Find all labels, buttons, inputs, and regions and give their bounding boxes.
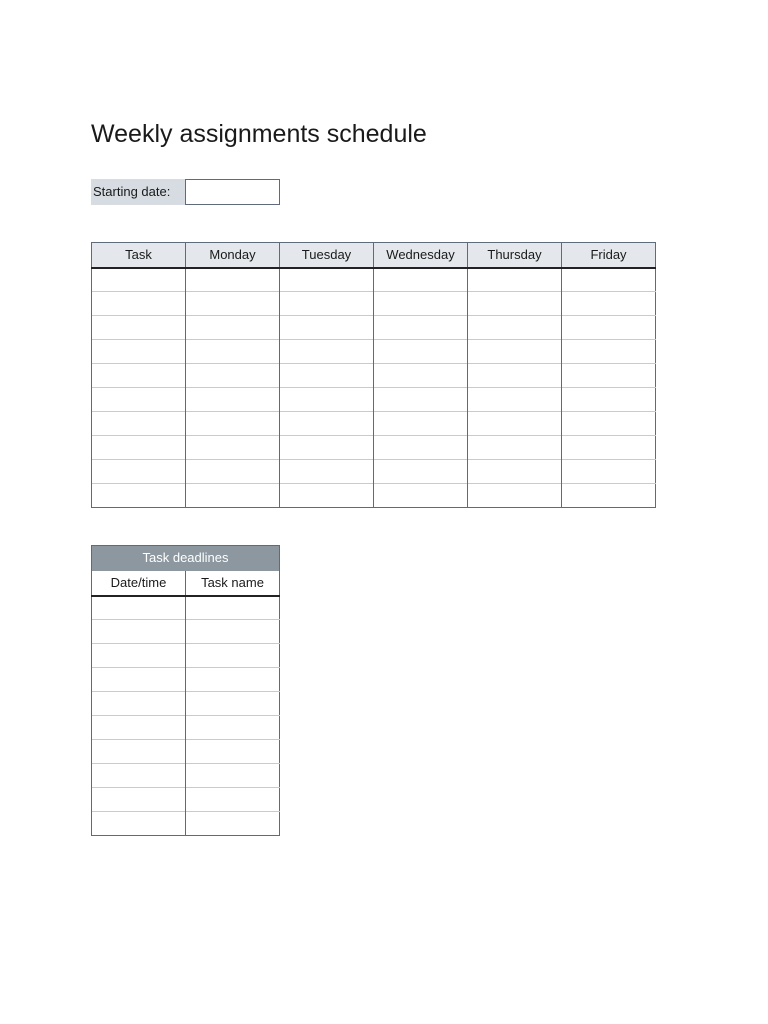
table-cell[interactable] <box>468 436 562 460</box>
table-cell[interactable] <box>186 692 280 716</box>
deadlines-table-body <box>92 596 280 836</box>
table-cell[interactable] <box>280 436 374 460</box>
table-cell[interactable] <box>374 388 468 412</box>
table-cell[interactable] <box>186 484 280 508</box>
table-cell[interactable] <box>92 292 186 316</box>
column-header-thursday: Thursday <box>468 243 562 268</box>
table-cell[interactable] <box>92 740 186 764</box>
table-cell[interactable] <box>186 716 280 740</box>
column-header-task: Task <box>92 243 186 268</box>
column-header-friday: Friday <box>562 243 656 268</box>
table-cell[interactable] <box>562 364 656 388</box>
column-header-date-time: Date/time <box>92 571 186 596</box>
table-cell[interactable] <box>186 460 280 484</box>
table-cell[interactable] <box>374 316 468 340</box>
table-cell[interactable] <box>280 412 374 436</box>
deadlines-title: Task deadlines <box>92 546 280 571</box>
table-cell[interactable] <box>374 340 468 364</box>
table-cell[interactable] <box>92 412 186 436</box>
table-cell[interactable] <box>562 484 656 508</box>
table-cell[interactable] <box>92 460 186 484</box>
table-cell[interactable] <box>468 388 562 412</box>
table-row <box>92 764 280 788</box>
table-cell[interactable] <box>92 812 186 836</box>
table-row <box>92 412 656 436</box>
table-cell[interactable] <box>280 340 374 364</box>
table-cell[interactable] <box>186 268 280 292</box>
table-row <box>92 740 280 764</box>
table-cell[interactable] <box>186 292 280 316</box>
table-cell[interactable] <box>92 716 186 740</box>
table-cell[interactable] <box>562 388 656 412</box>
table-cell[interactable] <box>92 668 186 692</box>
table-cell[interactable] <box>186 436 280 460</box>
table-cell[interactable] <box>374 364 468 388</box>
table-row <box>92 620 280 644</box>
table-cell[interactable] <box>92 268 186 292</box>
table-cell[interactable] <box>92 788 186 812</box>
table-cell[interactable] <box>186 340 280 364</box>
page-title: Weekly assignments schedule <box>91 120 427 148</box>
table-cell[interactable] <box>374 412 468 436</box>
table-row <box>92 268 656 292</box>
starting-date-input[interactable] <box>185 179 280 205</box>
table-row <box>92 316 656 340</box>
table-cell[interactable] <box>374 436 468 460</box>
table-row <box>92 596 280 620</box>
weekly-schedule-table <box>91 242 656 508</box>
table-cell[interactable] <box>562 316 656 340</box>
table-cell[interactable] <box>468 412 562 436</box>
deadlines-header-row <box>92 571 280 596</box>
table-cell[interactable] <box>280 316 374 340</box>
table-row <box>92 668 280 692</box>
table-cell[interactable] <box>92 764 186 788</box>
column-header-monday: Monday <box>186 243 280 268</box>
column-header-tuesday: Tuesday <box>280 243 374 268</box>
column-header-wednesday: Wednesday <box>374 243 468 268</box>
table-cell[interactable] <box>562 460 656 484</box>
table-row <box>92 460 656 484</box>
table-cell[interactable] <box>186 764 280 788</box>
table-cell[interactable] <box>280 268 374 292</box>
table-cell[interactable] <box>562 268 656 292</box>
table-cell[interactable] <box>186 316 280 340</box>
table-row <box>92 484 656 508</box>
deadlines-title-row <box>92 546 280 571</box>
table-cell[interactable] <box>186 620 280 644</box>
column-header-task-name: Task name <box>186 571 280 596</box>
table-cell[interactable] <box>92 388 186 412</box>
table-cell[interactable] <box>374 460 468 484</box>
table-cell[interactable] <box>280 292 374 316</box>
table-cell[interactable] <box>186 788 280 812</box>
weekly-table-body <box>92 268 656 508</box>
starting-date-row <box>91 179 280 205</box>
table-row <box>92 292 656 316</box>
table-cell[interactable] <box>92 436 186 460</box>
table-cell[interactable] <box>92 596 186 620</box>
table-row <box>92 788 280 812</box>
table-cell[interactable] <box>186 668 280 692</box>
table-cell[interactable] <box>468 340 562 364</box>
table-cell[interactable] <box>562 292 656 316</box>
table-cell[interactable] <box>468 316 562 340</box>
table-cell[interactable] <box>374 292 468 316</box>
table-cell[interactable] <box>280 388 374 412</box>
task-deadlines-table <box>91 545 280 836</box>
table-cell[interactable] <box>374 484 468 508</box>
table-cell[interactable] <box>468 460 562 484</box>
table-cell[interactable] <box>186 364 280 388</box>
table-cell[interactable] <box>186 412 280 436</box>
table-cell[interactable] <box>92 316 186 340</box>
table-cell[interactable] <box>562 436 656 460</box>
table-cell[interactable] <box>468 292 562 316</box>
table-cell[interactable] <box>92 644 186 668</box>
table-row <box>92 716 280 740</box>
table-cell[interactable] <box>468 484 562 508</box>
table-cell[interactable] <box>92 620 186 644</box>
table-cell[interactable] <box>92 364 186 388</box>
table-cell[interactable] <box>186 740 280 764</box>
starting-date-label: Starting date: <box>91 179 185 205</box>
table-cell[interactable] <box>186 812 280 836</box>
table-cell[interactable] <box>562 340 656 364</box>
table-row <box>92 364 656 388</box>
table-cell[interactable] <box>374 268 468 292</box>
table-cell[interactable] <box>186 596 280 620</box>
table-cell[interactable] <box>280 460 374 484</box>
table-cell[interactable] <box>468 268 562 292</box>
table-row <box>92 388 656 412</box>
table-cell[interactable] <box>186 644 280 668</box>
table-row <box>92 340 656 364</box>
table-cell[interactable] <box>92 340 186 364</box>
table-row <box>92 644 280 668</box>
table-row <box>92 812 280 836</box>
table-cell[interactable] <box>280 484 374 508</box>
table-cell[interactable] <box>468 364 562 388</box>
table-cell[interactable] <box>186 388 280 412</box>
table-row <box>92 692 280 716</box>
table-cell[interactable] <box>280 364 374 388</box>
table-row <box>92 436 656 460</box>
weekly-header-row <box>92 243 656 268</box>
table-cell[interactable] <box>562 412 656 436</box>
table-cell[interactable] <box>92 692 186 716</box>
table-cell[interactable] <box>92 484 186 508</box>
